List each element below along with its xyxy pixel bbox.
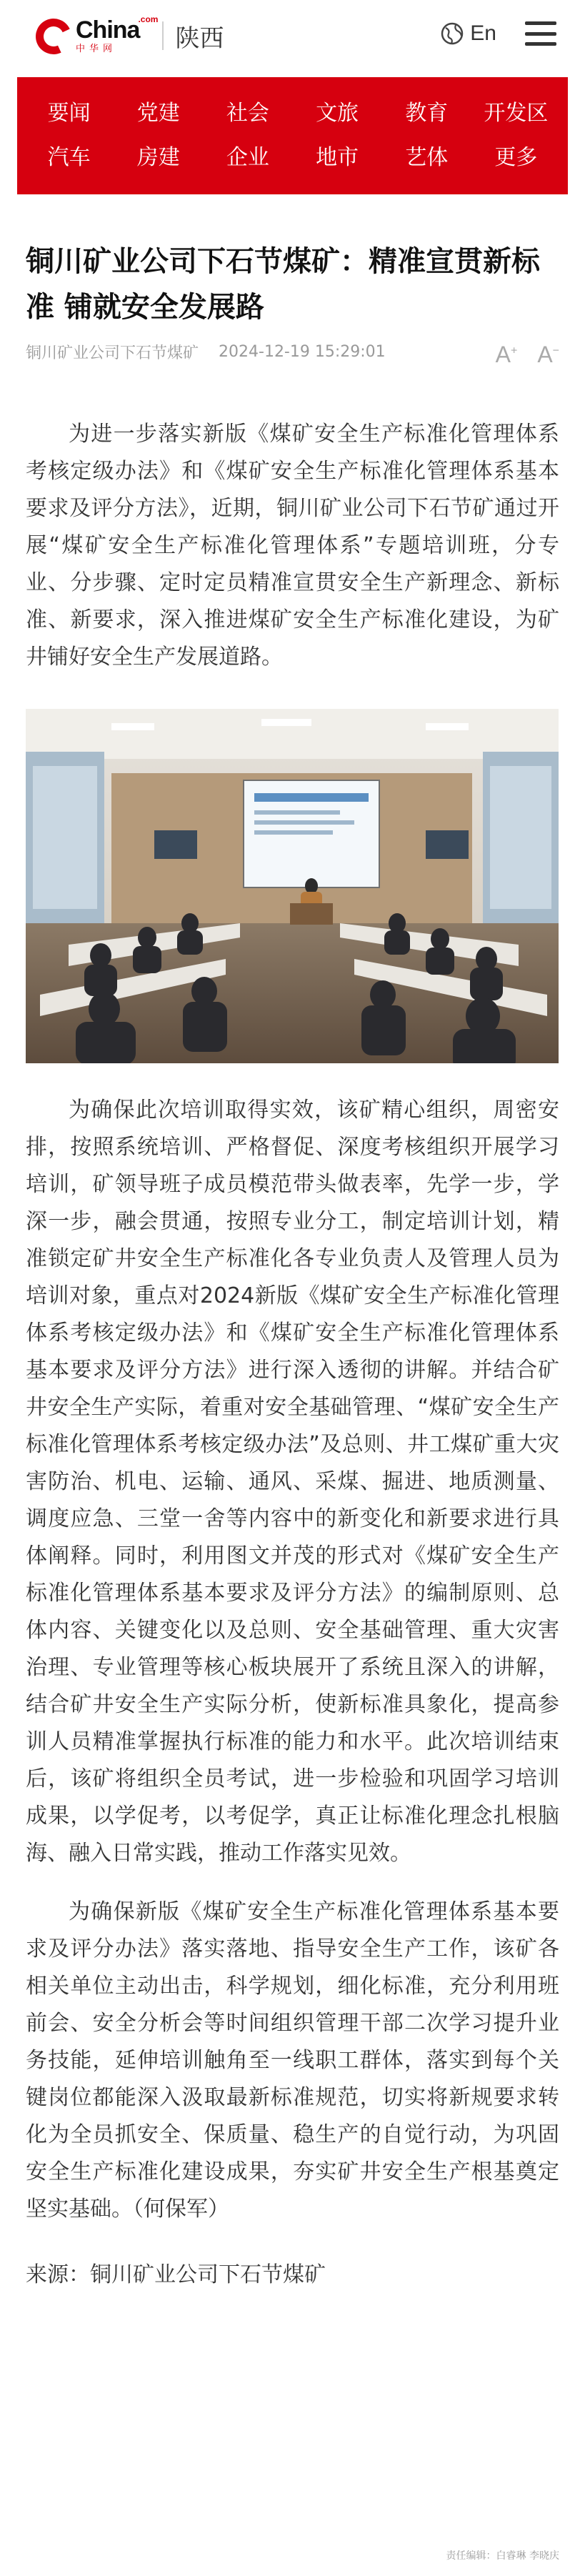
nav-item-jiaoyu[interactable]: 教育 — [405, 101, 449, 126]
font-increase-button[interactable]: A+ — [495, 342, 518, 367]
article-title: 铜川矿业公司下石节煤矿：精准宣贯新标准 铺就安全发展路 — [26, 245, 540, 324]
channel-nav — [17, 77, 568, 194]
logo-text: China .com — [76, 14, 159, 44]
nav-item-wenlv[interactable]: 文旅 — [316, 101, 359, 126]
nav-item-qiche[interactable]: 汽车 — [47, 145, 91, 170]
language-switch[interactable]: En — [470, 21, 496, 45]
site-logo[interactable] — [34, 14, 159, 56]
nav-item-dishi[interactable]: 地市 — [316, 145, 359, 170]
nav-item-qiye[interactable]: 企业 — [226, 145, 269, 170]
article — [0, 239, 585, 2294]
logo-mark-icon — [34, 16, 74, 56]
nav-item-kaifaqu[interactable]: 开发区 — [484, 101, 549, 126]
article-date: 2024-12-19 15:29:01 — [219, 342, 386, 361]
editor-credit: 责任编辑：白睿琳 李晓庆 — [446, 2550, 559, 2562]
nav-item-yiti[interactable]: 艺体 — [405, 145, 449, 170]
divider — [162, 21, 164, 50]
nav-item-gengduo[interactable]: 更多 — [494, 145, 538, 170]
logo-subtext: 中华网 — [76, 44, 117, 54]
nav-item-shehui[interactable]: 社会 — [226, 101, 269, 126]
font-decrease-button[interactable]: A− — [537, 342, 559, 367]
region-name[interactable]: 陕西 — [175, 24, 224, 53]
menu-icon[interactable] — [525, 21, 556, 46]
article-meta — [26, 337, 559, 366]
article-paragraph-2: 为确保此次培训取得实效，该矿精心组织，周密安排，按照系统培训、严格督促、深度考核组织开展学习培训，矿领导班子成员模范带头做表率，先学一步，学深一步，融会贯通，按照专业分工，制定培训计划，精准锁定矿井安全生产标准化各专业负责人及管理人员为培训对象，重点对2024新版《煤矿安全生产标准化管理体系考核定级办法》和《煤矿安全生产标准化管理体系基本要求及评分方法》进行深入透彻的讲解。并结合矿井安全生产实际，着重对安全基础管理、“煤矿安全生产标准化管理体系考核定级办法”及总则、井工煤矿重大灾害防治、机电、运输、通风、采煤、掘进、地质测量、调度应急、三堂一舍等内容中的新变化和新要求进行具体阐释。同时，利用图文并茂的形式对《煤矿安全生产标准化管理体系基本要求及评分方法》的编制原则、总体内容、关键变化以及总则、安全基础管理、重大灾害治理、专业管理等核心板块展开了系统且深入的讲解，结合矿井安全生产实际分析，使新标准具象化，提高参训人员精准掌握执行标准的能力和水平。此次培训结束后，该矿将组织全员考试，进一步检验和巩固学习培训成果，以学促考，以考促学，真正让标准化理念扎根脑海、融入日常实践，推动工作落实见效。 — [26, 1098, 559, 1866]
training-photo — [26, 709, 559, 1063]
article-paragraph-3: 为确保新版《煤矿安全生产标准化管理体系基本要求及评分办法》落实落地、指导安全生产工作，该矿各相关单位主动出击，科学规划，细化标准，充分利用班前会、安全分析会等时间组织管理干部二次学习提升业务技能，延伸培训触角至一线职工群体，落实到每个关键岗位都能深入汲取最新标准规范，切实将新规要求转化为全员抓安全、保质量、稳生产的自觉行动，为巩固安全生产标准化建设成果，夯实矿井安全生产根基奠定坚实基础。（何保军） — [26, 1899, 559, 2222]
nav-item-dangjian[interactable]: 党建 — [136, 101, 180, 126]
article-paragraph-1: 为进一步落实新版《煤矿安全生产标准化管理体系考核定级办法》和《煤矿安全生产标准化管理体系基本要求及评分方法》，近期，铜川矿业公司下石节矿通过开展“煤矿安全生产标准化管理体系”专题培训班，分专业、分步骤、定时定员精准宣贯安全生产新理念、新标准、新要求，深入推进煤矿安全生产标准化建设，为矿井铺好安全生产发展道路。 — [26, 422, 559, 670]
article-source: 铜川矿业公司下石节煤矿 — [26, 344, 199, 362]
article-source-line: 来源：铜川矿业公司下石节煤矿 — [26, 2262, 326, 2287]
globe-icon[interactable] — [440, 21, 464, 46]
nav-item-fangjian[interactable]: 房建 — [136, 145, 180, 170]
nav-item-yaowen[interactable]: 要闻 — [47, 101, 91, 126]
top-bar — [0, 0, 585, 71]
